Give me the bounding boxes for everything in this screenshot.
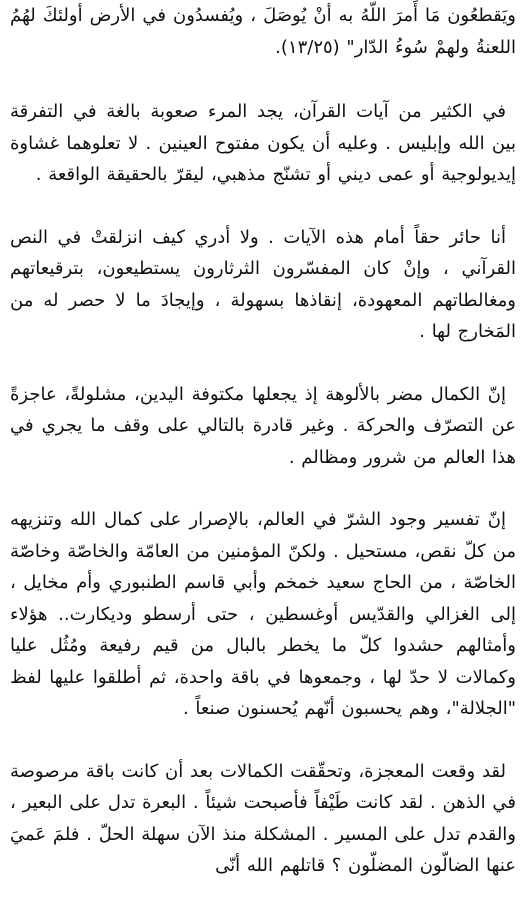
paragraph-6: لقد وقعت المعجزة، وتحقّقت الكمالات بعد أن كانت باقة مرصوصة في الذهن . لقد كانت طَيْفاً فأصبحت شيئاً . البعرة تدل على البعير ، والقدم تدل على المسير . المشكلة منذ الآن سهلة الحلّ . فلمَ عَميَ عنها الضالّون المضلّون ؟ قاتلهم الله أنّى (10, 760, 516, 876)
paragraph-2: في الكثير من آيات القرآن، يجد المرء صعوبة بالغة في التفرقة بين الله وإبليس . وعليه أن يكون مفتوح العينين . لا تعلوهما غشاوة إيديولوجية أو عمى ديني أو تشنّج مذهبي، ليقرّ بالحقيقة الواقعة . (10, 101, 516, 185)
paragraph-3: أنا حائر حقاً أمام هذه الآيات . ولا أدري كيف انزلقتْ في النص القرآني ، وإنْ كان المفسّرون الثرثارون يستطيعون، بترقيعاتهم ومغالطاتهم المعهودة، إنقاذها بسهولة ، وإيجادَ ما لا حصر له من المَخارج لها . (10, 226, 516, 342)
paragraph-5: إنّ تفسير وجود الشرّ في العالم، بالإصرار على كمال الله وتنزيهه من كلّ نقص، مستحيل . ولكنّ المؤمنين من العامّة والخاصّة وخاصّة الخاصّة ، من الحاج سعيد خمخم وأبي قاسم الطنبوري وأم مخايل ، إلى الغزالي والقدّيس أوغسطين ، حتى أرسطو وديكارت.. هؤلاء وأمثالهم حشدوا كلّ ما يخطر بالبال من قيم رفيعة ومُثُل عليا وكمالات لا حدّ لها ، وجمعوها في باقة واحدة، ثم أطلقوا عليها لفظ "الجلالة"، وهم يحسبون أنّهم يُحسنون صنعاً . (10, 509, 516, 719)
book-page (10, 0, 516, 913)
paragraph-4: إنّ الكمال مضر بالألوهة إذ يجعلها مكتوفة اليدين، مشلولةً، عاجزةً عن التصرّف والحركة . وغير قادرة بالتالي على وقف ما يجري في هذا العالم من شرور ومظالم . (10, 383, 516, 468)
paragraph-1: ويَقطعُون مَا أَمرَ اللّهُ به أنْ يُوصَلَ ، ويُفسدُون في الأرض أولئكَ لهُمُ اللعنةُ ولهمْ سُوءُ الدّار" (١٣/٢٥). (10, 5, 516, 58)
